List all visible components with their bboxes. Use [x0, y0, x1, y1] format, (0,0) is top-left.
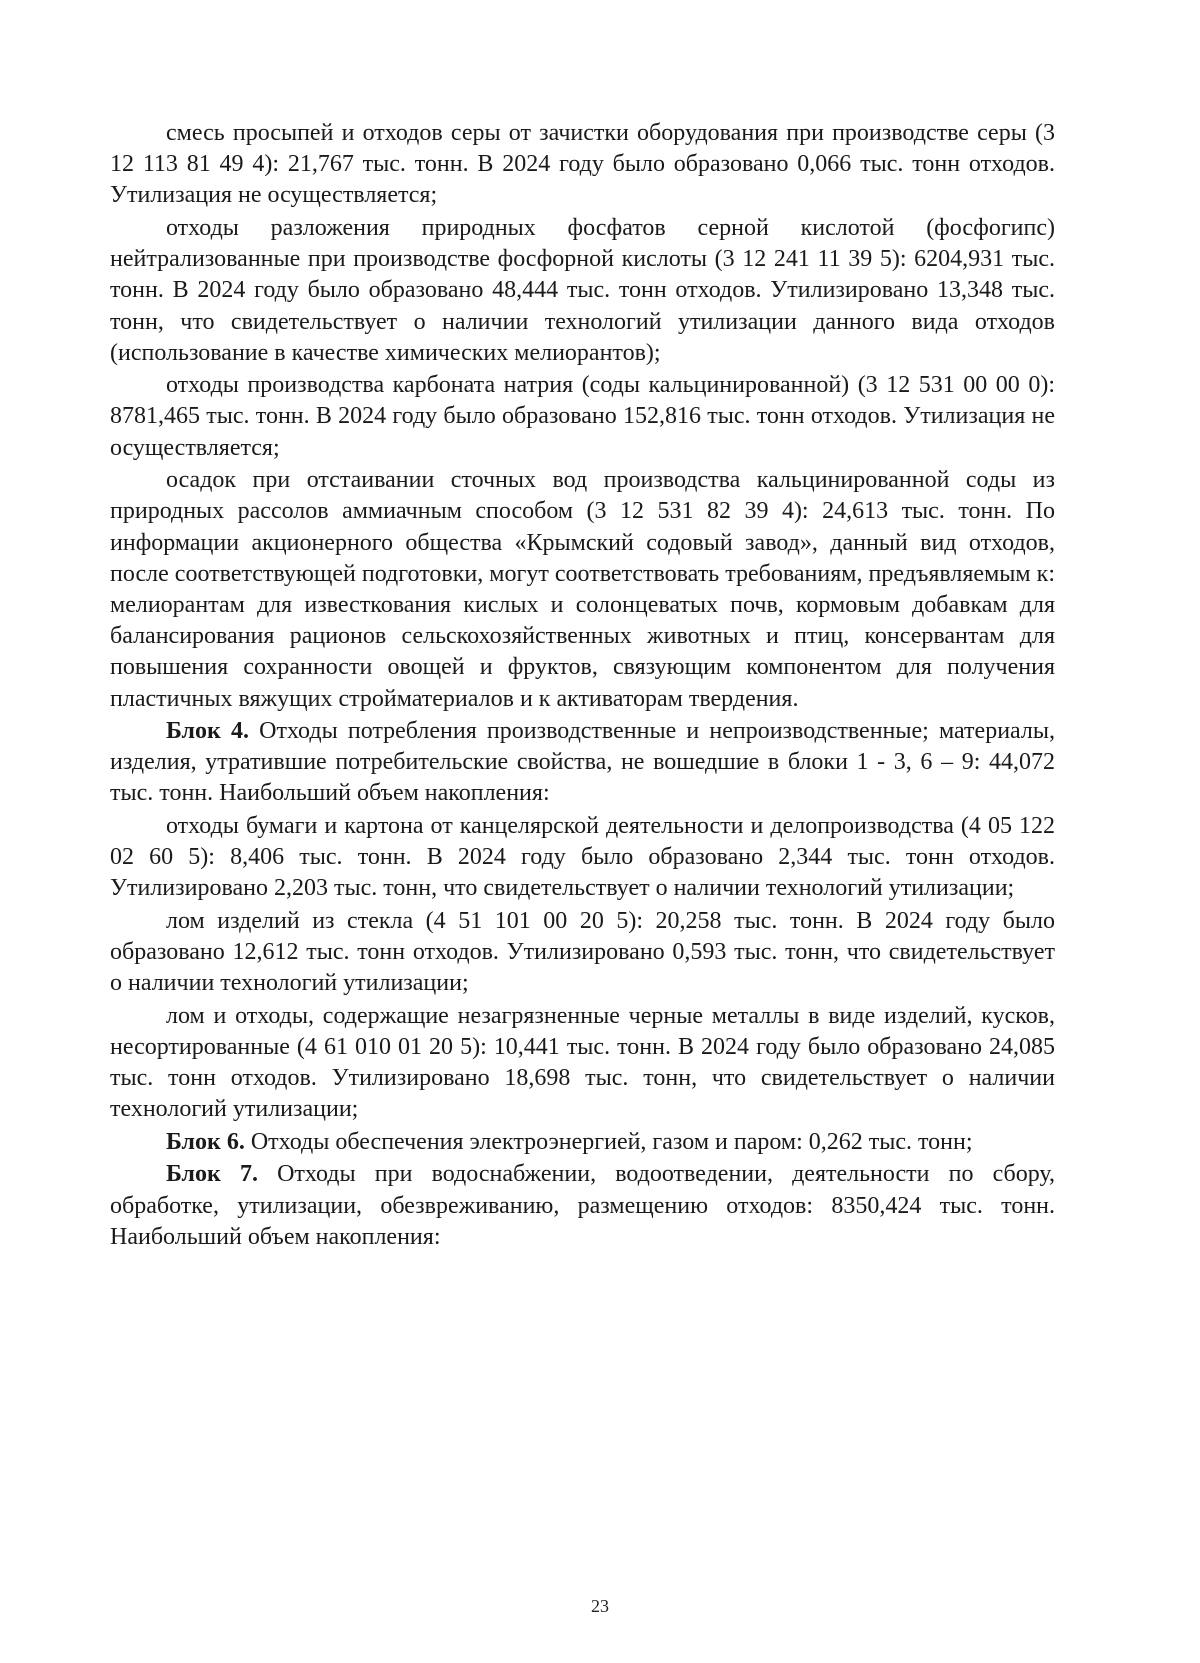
document-body	[110, 118, 1055, 1253]
paragraph-block-6	[110, 1127, 1055, 1158]
paragraph-sediment	[110, 465, 1055, 715]
paragraph-block-7	[110, 1159, 1055, 1253]
paragraph-text: лом изделий из стекла (4 51 101 00 20 5): 20,258 тыс. тонн. В 2024 году было образовано 12,612 тыс. тонн отходов. Утилизировано 0,593 тыс. тонн, что свидетельствует о наличии технологий утилизации;	[110, 907, 1055, 997]
paragraph-text: смесь просыпей и отходов серы от зачистки оборудования при производстве серы (3 12 113 81 49 4): 21,767 тыс. тонн. В 2024 году было образовано 0,066 тыс. тонн отходов. Утилизация не осуществляется;	[110, 120, 1055, 209]
paragraph-text: отходы производства карбоната натрия (соды кальцинированной) (3 12 531 00 00 0): 8781,465 тыс. тонн. В 2024 году было образовано 152,816 тыс. тонн отходов. Утилизация не осуществляется;	[110, 372, 1055, 461]
paragraph-glass-scrap	[110, 906, 1055, 1000]
block-4-heading: Блок 4.	[166, 718, 249, 745]
paragraph-text: Отходы потребления производственные и непроизводственные; материалы, изделия, утратившие потребительские свойства, не вошедшие в блоки 1 - 3, 6 – 9: 44,072 тыс. тонн. Наибольший объем накопления:	[110, 718, 1055, 807]
paragraph-text: отходы бумаги и картона от канцелярской деятельности и делопроизводства (4 05 122 02 60 5): 8,406 тыс. тонн. В 2024 году было образовано 2,344 тыс. тонн отходов. Утилизировано 2,203 тыс. тонн, что свидетельствует о наличии технологий утилизации;	[110, 812, 1055, 902]
paragraph-text: Отходы обеспечения электроэнергией, газом и паром: 0,262 тыс. тонн;	[244, 1128, 973, 1155]
paragraph-text: Отходы при водоснабжении, водоотведении, деятельности по сбору, обработке, утилизации, обезвреживанию, размещению отходов: 8350,424 тыс. тонн. Наибольший объем накопления:	[110, 1161, 1056, 1250]
paragraph-block-4	[110, 716, 1055, 810]
paragraph-text: осадок при отстаивании сточных вод производства кальцинированной соды из природных рассолов аммиачным способом (3 12 531 82 39 4): 24,613 тыс. тонн. По информации акционерного общества «Крымский содовый завод», данный вид отходов, после соответствующей подготовки, могут соответствовать требованиям, предъявляемым к: мелиорантам для известкования кислых и солонцеватых почв, кормовым добавкам для балансирования рационов сельскохозяйственных животных и птиц, консервантам для повышения сохранности овощей и фруктов, связующим компонентом для получения пластичных вяжущих стройматериалов и к активаторам твердения.	[110, 467, 1055, 712]
block-7-heading: Блок 7.	[166, 1161, 258, 1188]
paragraph-text: лом и отходы, содержащие незагрязненные черные металлы в виде изделий, кусков, несортированные (4 61 010 01 20 5): 10,441 тыс. тонн. В 2024 году было образовано 24,085 тыс. тонн отходов. Утилизировано 18,698 тыс. тонн, что свидетельствует о наличии технологий утилизации;	[110, 1002, 1055, 1123]
paragraph-sulfur-waste	[110, 118, 1055, 212]
block-6-heading: Блок 6.	[166, 1128, 245, 1155]
paragraph-ferrous-scrap	[110, 1001, 1055, 1126]
paragraph-phosphogypsum	[110, 213, 1055, 369]
page-number: 23	[591, 1596, 609, 1616]
paragraph-text: отходы разложения природных фосфатов серной кислотой (фосфогипс) нейтрализованные при производстве фосфорной кислоты (3 12 241 11 39 5): 6204,931 тыс. тонн. В 2024 году было образовано 48,444 тыс. тонн отходов. Утилизировано 13,348 тыс. тонн, что свидетельствует о наличии технологий утилизации данного вида отходов (использование в качестве химических мелиорантов);	[110, 214, 1055, 366]
paragraph-paper-waste	[110, 811, 1055, 905]
paragraph-sodium-carbonate	[110, 370, 1055, 464]
